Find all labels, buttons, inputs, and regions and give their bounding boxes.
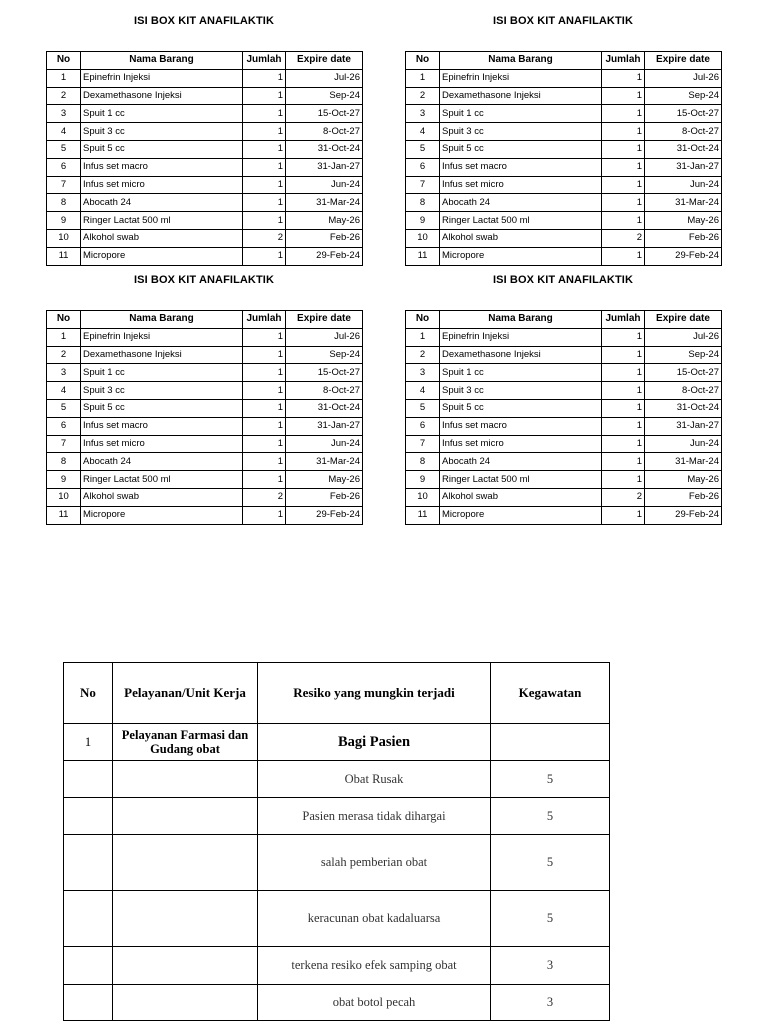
item-name: Spuit 5 cc <box>440 399 602 417</box>
item-expire-date: 31-Jan-27 <box>645 417 722 435</box>
table-row <box>47 194 363 212</box>
table-row <box>406 140 722 158</box>
risk-row <box>64 891 610 947</box>
table-row <box>406 328 722 346</box>
item-name: Dexamethasone Injeksi <box>81 87 243 105</box>
item-no: 2 <box>47 346 81 364</box>
item-qty: 1 <box>602 435 645 453</box>
item-name: Spuit 3 cc <box>81 123 243 141</box>
item-expire-date: May-26 <box>645 471 722 489</box>
item-expire-date: 31-Oct-24 <box>286 140 363 158</box>
item-expire-date: 8-Oct-27 <box>645 123 722 141</box>
risk-description: terkena resiko efek samping obat <box>258 947 491 985</box>
item-expire-date: 15-Oct-27 <box>645 105 722 123</box>
table-row <box>47 140 363 158</box>
table-row <box>47 364 363 382</box>
item-no: 9 <box>406 471 440 489</box>
item-expire-date: May-26 <box>286 471 363 489</box>
item-no: 11 <box>406 506 440 524</box>
item-no: 10 <box>406 488 440 506</box>
item-qty: 1 <box>243 417 286 435</box>
item-no: 4 <box>47 123 81 141</box>
item-expire-date: 31-Jan-27 <box>645 158 722 176</box>
kit-header-qty: Jumlah <box>243 311 286 329</box>
risk-row-no <box>64 761 113 798</box>
table-row <box>47 328 363 346</box>
item-no: 5 <box>47 399 81 417</box>
risk-group-row <box>64 724 610 761</box>
table-row <box>406 488 722 506</box>
item-expire-date: 29-Feb-24 <box>286 506 363 524</box>
item-expire-date: Jul-26 <box>286 69 363 87</box>
item-name: Epinefrin Injeksi <box>440 69 602 87</box>
item-qty: 1 <box>243 506 286 524</box>
item-name: Spuit 1 cc <box>440 364 602 382</box>
item-expire-date: Jun-24 <box>286 435 363 453</box>
item-qty: 1 <box>243 105 286 123</box>
item-no: 5 <box>47 140 81 158</box>
item-expire-date: Sep-24 <box>286 87 363 105</box>
item-qty: 1 <box>602 346 645 364</box>
table-row <box>406 382 722 400</box>
risk-group-heading: Bagi Pasien <box>258 724 491 761</box>
item-no: 3 <box>406 105 440 123</box>
item-qty: 1 <box>602 87 645 105</box>
item-qty: 1 <box>602 506 645 524</box>
item-qty: 1 <box>243 247 286 265</box>
risk-header-no: No <box>64 663 113 724</box>
item-name: Spuit 3 cc <box>440 382 602 400</box>
item-no: 6 <box>406 417 440 435</box>
item-expire-date: Feb-26 <box>645 229 722 247</box>
item-no: 8 <box>406 194 440 212</box>
table-row <box>406 87 722 105</box>
item-name: Spuit 1 cc <box>440 105 602 123</box>
item-qty: 1 <box>243 69 286 87</box>
table-row <box>47 158 363 176</box>
item-qty: 1 <box>243 212 286 230</box>
item-qty: 1 <box>243 176 286 194</box>
item-qty: 1 <box>243 399 286 417</box>
item-name: Alkohol swab <box>440 488 602 506</box>
table-row <box>47 176 363 194</box>
item-name: Ringer Lactat 500 ml <box>81 471 243 489</box>
item-name: Alkohol swab <box>440 229 602 247</box>
item-no: 5 <box>406 140 440 158</box>
item-expire-date: 31-Oct-24 <box>645 399 722 417</box>
item-name: Epinefrin Injeksi <box>440 328 602 346</box>
item-no: 9 <box>47 471 81 489</box>
risk-table-section <box>63 662 609 1021</box>
kit-title: ISI BOX KIT ANAFILAKTIK <box>134 274 274 286</box>
risk-row-no <box>64 985 113 1021</box>
item-no: 4 <box>406 382 440 400</box>
risk-row <box>64 798 610 835</box>
item-name: Alkohol swab <box>81 488 243 506</box>
item-name: Spuit 1 cc <box>81 364 243 382</box>
item-name: Alkohol swab <box>81 229 243 247</box>
risk-description: obat botol pecah <box>258 985 491 1021</box>
item-expire-date: May-26 <box>645 212 722 230</box>
item-name: Micropore <box>440 247 602 265</box>
table-row <box>406 212 722 230</box>
item-no: 7 <box>47 435 81 453</box>
item-no: 9 <box>406 212 440 230</box>
item-qty: 1 <box>602 247 645 265</box>
item-expire-date: Sep-24 <box>645 87 722 105</box>
risk-row-no <box>64 835 113 891</box>
kit-panel-3 <box>46 271 362 525</box>
item-qty: 1 <box>243 453 286 471</box>
risk-row-unit <box>113 947 258 985</box>
item-no: 10 <box>47 488 81 506</box>
table-row <box>406 346 722 364</box>
item-no: 8 <box>47 453 81 471</box>
table-row <box>406 105 722 123</box>
risk-severity: 5 <box>491 835 610 891</box>
risk-table <box>63 662 610 1021</box>
risk-severity: 5 <box>491 891 610 947</box>
table-row <box>406 123 722 141</box>
item-name: Micropore <box>81 247 243 265</box>
item-qty: 1 <box>243 158 286 176</box>
table-row <box>47 488 363 506</box>
item-qty: 1 <box>243 382 286 400</box>
kit-header-name: Nama Barang <box>440 52 602 70</box>
item-no: 6 <box>47 417 81 435</box>
item-expire-date: Sep-24 <box>286 346 363 364</box>
item-no: 8 <box>406 453 440 471</box>
risk-row-unit <box>113 761 258 798</box>
item-no: 7 <box>406 435 440 453</box>
item-no: 7 <box>406 176 440 194</box>
item-expire-date: Jun-24 <box>286 176 363 194</box>
item-qty: 2 <box>243 229 286 247</box>
item-name: Abocath 24 <box>440 194 602 212</box>
table-row <box>47 506 363 524</box>
kit-panel-4 <box>405 271 721 525</box>
kit-header-row <box>47 311 363 329</box>
item-qty: 1 <box>243 435 286 453</box>
item-name: Spuit 1 cc <box>81 105 243 123</box>
kit-header-exp: Expire date <box>645 52 722 70</box>
item-qty: 1 <box>602 140 645 158</box>
kit-table <box>405 51 722 266</box>
kit-title: ISI BOX KIT ANAFILAKTIK <box>134 15 274 27</box>
item-name: Spuit 3 cc <box>440 123 602 141</box>
item-qty: 1 <box>602 364 645 382</box>
item-expire-date: Jul-26 <box>645 69 722 87</box>
table-row <box>406 194 722 212</box>
table-row <box>47 212 363 230</box>
item-qty: 1 <box>602 399 645 417</box>
risk-header-unit: Pelayanan/Unit Kerja <box>113 663 258 724</box>
risk-row-no <box>64 798 113 835</box>
risk-severity: 5 <box>491 798 610 835</box>
item-name: Ringer Lactat 500 ml <box>440 212 602 230</box>
item-qty: 1 <box>602 212 645 230</box>
item-qty: 1 <box>602 471 645 489</box>
item-no: 4 <box>406 123 440 141</box>
item-name: Micropore <box>81 506 243 524</box>
risk-description: salah pemberian obat <box>258 835 491 891</box>
risk-header-severity: Kegawatan <box>491 663 610 724</box>
item-name: Infus set micro <box>440 435 602 453</box>
kit-header-exp: Expire date <box>645 311 722 329</box>
risk-row <box>64 835 610 891</box>
kit-title: ISI BOX KIT ANAFILAKTIK <box>493 274 633 286</box>
item-qty: 1 <box>602 123 645 141</box>
kit-header-name: Nama Barang <box>440 311 602 329</box>
kit-header-exp: Expire date <box>286 311 363 329</box>
risk-severity: 3 <box>491 947 610 985</box>
kit-table <box>46 51 363 266</box>
kit-panel-2 <box>405 12 721 266</box>
item-expire-date: 29-Feb-24 <box>645 247 722 265</box>
item-no: 10 <box>406 229 440 247</box>
item-name: Infus set macro <box>440 417 602 435</box>
item-qty: 2 <box>602 229 645 247</box>
risk-row <box>64 947 610 985</box>
kit-header-name: Nama Barang <box>81 311 243 329</box>
item-expire-date: 15-Oct-27 <box>286 105 363 123</box>
table-row <box>406 471 722 489</box>
item-expire-date: 31-Jan-27 <box>286 158 363 176</box>
item-no: 6 <box>406 158 440 176</box>
item-expire-date: 31-Mar-24 <box>286 194 363 212</box>
risk-row-unit <box>113 985 258 1021</box>
risk-row-unit <box>113 891 258 947</box>
item-name: Micropore <box>440 506 602 524</box>
risk-row-no <box>64 947 113 985</box>
item-qty: 1 <box>243 328 286 346</box>
item-expire-date: 8-Oct-27 <box>286 382 363 400</box>
item-name: Infus set micro <box>81 435 243 453</box>
item-expire-date: Feb-26 <box>645 488 722 506</box>
item-qty: 1 <box>602 382 645 400</box>
table-row <box>47 435 363 453</box>
item-no: 1 <box>406 328 440 346</box>
item-qty: 1 <box>602 453 645 471</box>
item-expire-date: 31-Jan-27 <box>286 417 363 435</box>
risk-row-unit <box>113 835 258 891</box>
risk-row-unit <box>113 798 258 835</box>
item-qty: 1 <box>602 176 645 194</box>
table-row <box>47 417 363 435</box>
item-qty: 1 <box>243 346 286 364</box>
item-qty: 1 <box>243 123 286 141</box>
table-row <box>47 471 363 489</box>
kit-header-no: No <box>406 311 440 329</box>
item-qty: 1 <box>243 471 286 489</box>
risk-group-unit: Pelayanan Farmasi dan Gudang obat <box>113 724 258 761</box>
table-row <box>406 399 722 417</box>
item-name: Ringer Lactat 500 ml <box>440 471 602 489</box>
item-no: 2 <box>406 87 440 105</box>
kit-header-qty: Jumlah <box>602 52 645 70</box>
item-expire-date: 15-Oct-27 <box>286 364 363 382</box>
risk-description: Pasien merasa tidak dihargai <box>258 798 491 835</box>
item-no: 3 <box>406 364 440 382</box>
table-row <box>406 69 722 87</box>
item-no: 7 <box>47 176 81 194</box>
table-row <box>406 417 722 435</box>
table-row <box>406 247 722 265</box>
item-no: 3 <box>47 105 81 123</box>
item-no: 11 <box>406 247 440 265</box>
kit-header-row <box>406 311 722 329</box>
kit-header-row <box>47 52 363 70</box>
table-row <box>47 229 363 247</box>
kit-table <box>46 310 363 525</box>
item-qty: 1 <box>243 87 286 105</box>
risk-table-header-row <box>64 663 610 724</box>
table-row <box>47 247 363 265</box>
risk-header-risk: Resiko yang mungkin terjadi <box>258 663 491 724</box>
table-row <box>406 506 722 524</box>
item-name: Abocath 24 <box>81 194 243 212</box>
item-no: 4 <box>47 382 81 400</box>
item-name: Spuit 5 cc <box>81 399 243 417</box>
table-row <box>47 453 363 471</box>
item-no: 6 <box>47 158 81 176</box>
item-name: Spuit 3 cc <box>81 382 243 400</box>
item-name: Infus set micro <box>81 176 243 194</box>
item-expire-date: Jun-24 <box>645 176 722 194</box>
item-expire-date: 31-Oct-24 <box>645 140 722 158</box>
risk-description: Obat Rusak <box>258 761 491 798</box>
risk-row <box>64 761 610 798</box>
item-no: 9 <box>47 212 81 230</box>
item-name: Dexamethasone Injeksi <box>440 346 602 364</box>
table-row <box>47 399 363 417</box>
kit-header-name: Nama Barang <box>81 52 243 70</box>
item-expire-date: May-26 <box>286 212 363 230</box>
item-expire-date: 8-Oct-27 <box>286 123 363 141</box>
item-name: Infus set macro <box>81 417 243 435</box>
item-name: Ringer Lactat 500 ml <box>81 212 243 230</box>
item-name: Epinefrin Injeksi <box>81 69 243 87</box>
table-row <box>47 123 363 141</box>
risk-row-no <box>64 891 113 947</box>
table-row <box>47 105 363 123</box>
item-qty: 1 <box>602 105 645 123</box>
item-name: Dexamethasone Injeksi <box>440 87 602 105</box>
kit-title: ISI BOX KIT ANAFILAKTIK <box>493 15 633 27</box>
risk-group-severity <box>491 724 610 761</box>
item-expire-date: 31-Mar-24 <box>286 453 363 471</box>
item-qty: 1 <box>602 328 645 346</box>
kit-header-qty: Jumlah <box>602 311 645 329</box>
risk-severity: 5 <box>491 761 610 798</box>
item-expire-date: Feb-26 <box>286 229 363 247</box>
kit-header-row <box>406 52 722 70</box>
item-expire-date: 29-Feb-24 <box>286 247 363 265</box>
kit-header-no: No <box>406 52 440 70</box>
item-no: 11 <box>47 247 81 265</box>
item-no: 1 <box>406 69 440 87</box>
item-name: Infus set macro <box>440 158 602 176</box>
item-no: 8 <box>47 194 81 212</box>
item-name: Infus set micro <box>440 176 602 194</box>
item-qty: 1 <box>602 194 645 212</box>
kit-header-qty: Jumlah <box>243 52 286 70</box>
item-expire-date: 8-Oct-27 <box>645 382 722 400</box>
item-no: 3 <box>47 364 81 382</box>
item-qty: 1 <box>602 69 645 87</box>
item-name: Abocath 24 <box>81 453 243 471</box>
item-expire-date: 31-Mar-24 <box>645 194 722 212</box>
table-row <box>47 87 363 105</box>
item-name: Epinefrin Injeksi <box>81 328 243 346</box>
table-row <box>47 69 363 87</box>
item-expire-date: Jun-24 <box>645 435 722 453</box>
item-expire-date: 31-Oct-24 <box>286 399 363 417</box>
item-no: 2 <box>47 87 81 105</box>
table-row <box>47 346 363 364</box>
item-name: Infus set macro <box>81 158 243 176</box>
item-no: 1 <box>47 328 81 346</box>
item-expire-date: Jul-26 <box>286 328 363 346</box>
item-qty: 1 <box>243 364 286 382</box>
item-qty: 2 <box>602 488 645 506</box>
item-name: Spuit 5 cc <box>440 140 602 158</box>
item-no: 5 <box>406 399 440 417</box>
item-qty: 1 <box>602 158 645 176</box>
item-no: 1 <box>47 69 81 87</box>
table-row <box>406 453 722 471</box>
table-row <box>47 382 363 400</box>
item-qty: 1 <box>602 417 645 435</box>
table-row <box>406 435 722 453</box>
table-row <box>406 158 722 176</box>
item-expire-date: 15-Oct-27 <box>645 364 722 382</box>
item-name: Dexamethasone Injeksi <box>81 346 243 364</box>
kit-panel-1 <box>46 12 362 266</box>
kit-header-no: No <box>47 52 81 70</box>
risk-row <box>64 985 610 1021</box>
item-no: 2 <box>406 346 440 364</box>
kit-header-no: No <box>47 311 81 329</box>
item-expire-date: Sep-24 <box>645 346 722 364</box>
item-expire-date: 29-Feb-24 <box>645 506 722 524</box>
risk-severity: 3 <box>491 985 610 1021</box>
item-expire-date: Feb-26 <box>286 488 363 506</box>
kit-header-exp: Expire date <box>286 52 363 70</box>
item-no: 10 <box>47 229 81 247</box>
kit-table <box>405 310 722 525</box>
item-qty: 1 <box>243 194 286 212</box>
risk-group-no: 1 <box>64 724 113 761</box>
item-qty: 1 <box>243 140 286 158</box>
table-row <box>406 229 722 247</box>
table-row <box>406 364 722 382</box>
item-expire-date: 31-Mar-24 <box>645 453 722 471</box>
item-no: 11 <box>47 506 81 524</box>
item-expire-date: Jul-26 <box>645 328 722 346</box>
item-name: Abocath 24 <box>440 453 602 471</box>
item-qty: 2 <box>243 488 286 506</box>
table-row <box>406 176 722 194</box>
item-name: Spuit 5 cc <box>81 140 243 158</box>
risk-description: keracunan obat kadaluarsa <box>258 891 491 947</box>
